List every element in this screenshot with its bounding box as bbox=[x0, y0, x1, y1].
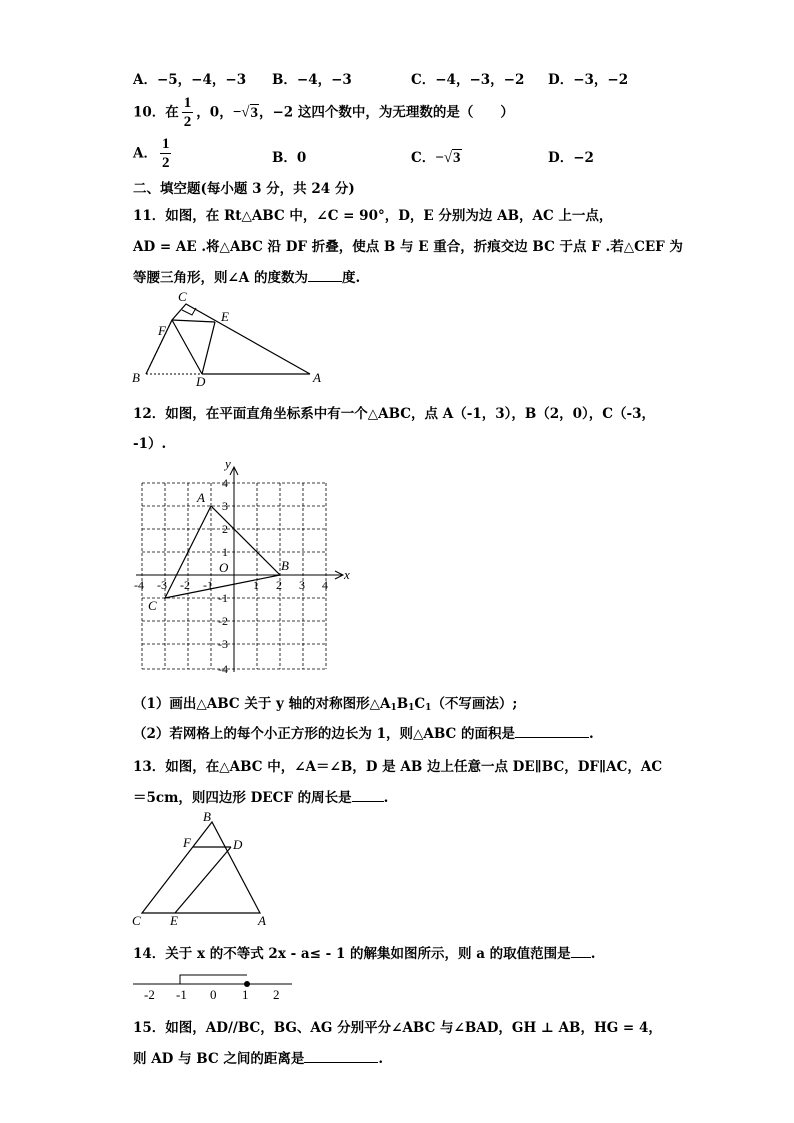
answer-blank bbox=[571, 957, 591, 958]
q11-line2: AD = AE .将△ABC 沿 DF 折叠，使点 B 与 E 重合，折痕交边 BC 于点 F .若△CEF 为 bbox=[133, 239, 683, 255]
label-f: F bbox=[158, 323, 166, 338]
q9-option-c: C．−4，−3，−2 bbox=[411, 72, 525, 88]
svg-text:-2: -2 bbox=[144, 987, 155, 1002]
point-c-label: C bbox=[148, 598, 157, 613]
q12-part1: （1）画出△ABC 关于 y 轴的对称图形$\triangle A_1B_1C_1$（不写画法）; bbox=[133, 696, 518, 713]
svg-text:-1: -1 bbox=[218, 591, 228, 605]
q12-line1: 12．如图，在平面直角坐标系中有一个△ABC，点 A（-1，3），B（2，0），C（-3， bbox=[133, 406, 656, 422]
label-e: E bbox=[221, 309, 229, 324]
q14-number-line bbox=[130, 968, 300, 1004]
origin-label: O bbox=[219, 560, 229, 575]
q9-option-a: A．−5，−4，−3 bbox=[133, 72, 247, 88]
label-f: F bbox=[183, 835, 191, 850]
triangle-abc bbox=[142, 822, 260, 913]
svg-text:3: 3 bbox=[299, 578, 305, 592]
answer-blank bbox=[304, 1062, 378, 1063]
svg-text:0: 0 bbox=[210, 987, 217, 1002]
segment-fe bbox=[172, 320, 215, 322]
q9-option-d: D．−3，−2 bbox=[548, 72, 629, 88]
answer-blank bbox=[515, 737, 589, 738]
segment-de bbox=[175, 847, 231, 913]
svg-text:-3: -3 bbox=[157, 578, 167, 592]
svg-text:4: 4 bbox=[322, 578, 328, 592]
q10-number: 10．在 bbox=[133, 104, 179, 121]
q12-line2: -1）. bbox=[133, 436, 167, 452]
svg-text:-1: -1 bbox=[203, 578, 213, 592]
answer-blank bbox=[308, 281, 342, 282]
q10-option-a: A． $\frac{1}{2}$ bbox=[133, 136, 170, 171]
q9-option-b: B．−4，−3 bbox=[272, 72, 352, 88]
svg-text:1: 1 bbox=[242, 987, 249, 1002]
q11-line3: 等腰三角形，则∠A 的度数为 度. bbox=[133, 270, 361, 286]
label-c: C bbox=[132, 913, 141, 928]
svg-text:4: 4 bbox=[222, 476, 228, 490]
q13-line2: ＝5cm，则四边形 DECF 的周长是 . bbox=[133, 790, 389, 806]
svg-text:1: 1 bbox=[253, 578, 259, 592]
q14-stem: 14．关于 x 的不等式 2x - a≤ - 1 的解集如图所示，则 a 的取值范围是 . bbox=[133, 946, 596, 962]
svg-text:-4: -4 bbox=[134, 578, 144, 592]
q10-stem: 10．在 $\frac{1}{2}$ ，0，−√3，−2 这四个数中，为无理数的是（ ） bbox=[133, 95, 514, 130]
label-d: D bbox=[233, 837, 243, 852]
svg-text:3: 3 bbox=[222, 499, 228, 513]
label-b: B bbox=[132, 370, 140, 385]
q10-option-d: D．−2 bbox=[548, 150, 594, 166]
q12-coordinate-grid bbox=[130, 456, 360, 676]
svg-text:-4: -4 bbox=[218, 662, 228, 676]
q15-line2: 则 AD 与 BC 之间的距离是 . bbox=[133, 1051, 384, 1067]
label-d: D bbox=[196, 374, 206, 389]
svg-text:1: 1 bbox=[222, 545, 228, 559]
section-title: 二、填空题(每小题 3 分，共 24 分) bbox=[133, 181, 355, 197]
answer-blank bbox=[352, 801, 384, 802]
q11-figure bbox=[130, 290, 330, 390]
q10-fraction: $\frac{1}{2}$ bbox=[183, 95, 192, 130]
y-axis-label: y bbox=[225, 456, 231, 471]
svg-text:-3: -3 bbox=[218, 637, 228, 651]
svg-text:2: 2 bbox=[273, 987, 280, 1002]
q15-line1: 15．如图，AD//BC，BG、AG 分别平分∠ABC 与∠BAD，GH ⊥ AB，HG = 4， bbox=[133, 1020, 662, 1036]
label-c: C bbox=[178, 289, 187, 304]
solution-ray bbox=[180, 975, 247, 984]
svg-text:-1: -1 bbox=[176, 987, 187, 1002]
label-b: B bbox=[203, 809, 211, 824]
q10-option-c: C．−√3 bbox=[411, 150, 461, 166]
number-line-ticks bbox=[144, 987, 280, 1002]
segment-de bbox=[202, 322, 215, 374]
x-axis-label: x bbox=[344, 567, 350, 582]
q13-line1: 13．如图，在△ABC 中，∠A＝∠B，D 是 AB 边上任意一点 DE∥BC，DF∥AC，AC bbox=[133, 759, 663, 775]
q11-line1: 11．如图，在 Rt△ABC 中，∠C = 90°，D，E 分别为边 AB，AC 上一点， bbox=[133, 208, 613, 224]
label-a: A bbox=[313, 370, 321, 385]
q10-option-b: B．0 bbox=[272, 150, 307, 166]
svg-text:-2: -2 bbox=[180, 578, 190, 592]
label-e: E bbox=[170, 913, 178, 928]
svg-text:2: 2 bbox=[222, 522, 228, 536]
q13-figure bbox=[130, 810, 275, 932]
point-b-label: B bbox=[281, 558, 289, 573]
svg-text:-2: -2 bbox=[218, 614, 228, 628]
fold-line-df bbox=[172, 320, 202, 374]
point-a-label: A bbox=[197, 490, 205, 505]
q12-part2: （2）若网格上的每个小正方形的边长为 1，则△ABC 的面积是 . bbox=[133, 726, 594, 742]
q10-neg-sqrt3: −√3 bbox=[232, 104, 258, 121]
svg-text:2: 2 bbox=[276, 578, 282, 592]
label-a: A bbox=[258, 913, 266, 928]
